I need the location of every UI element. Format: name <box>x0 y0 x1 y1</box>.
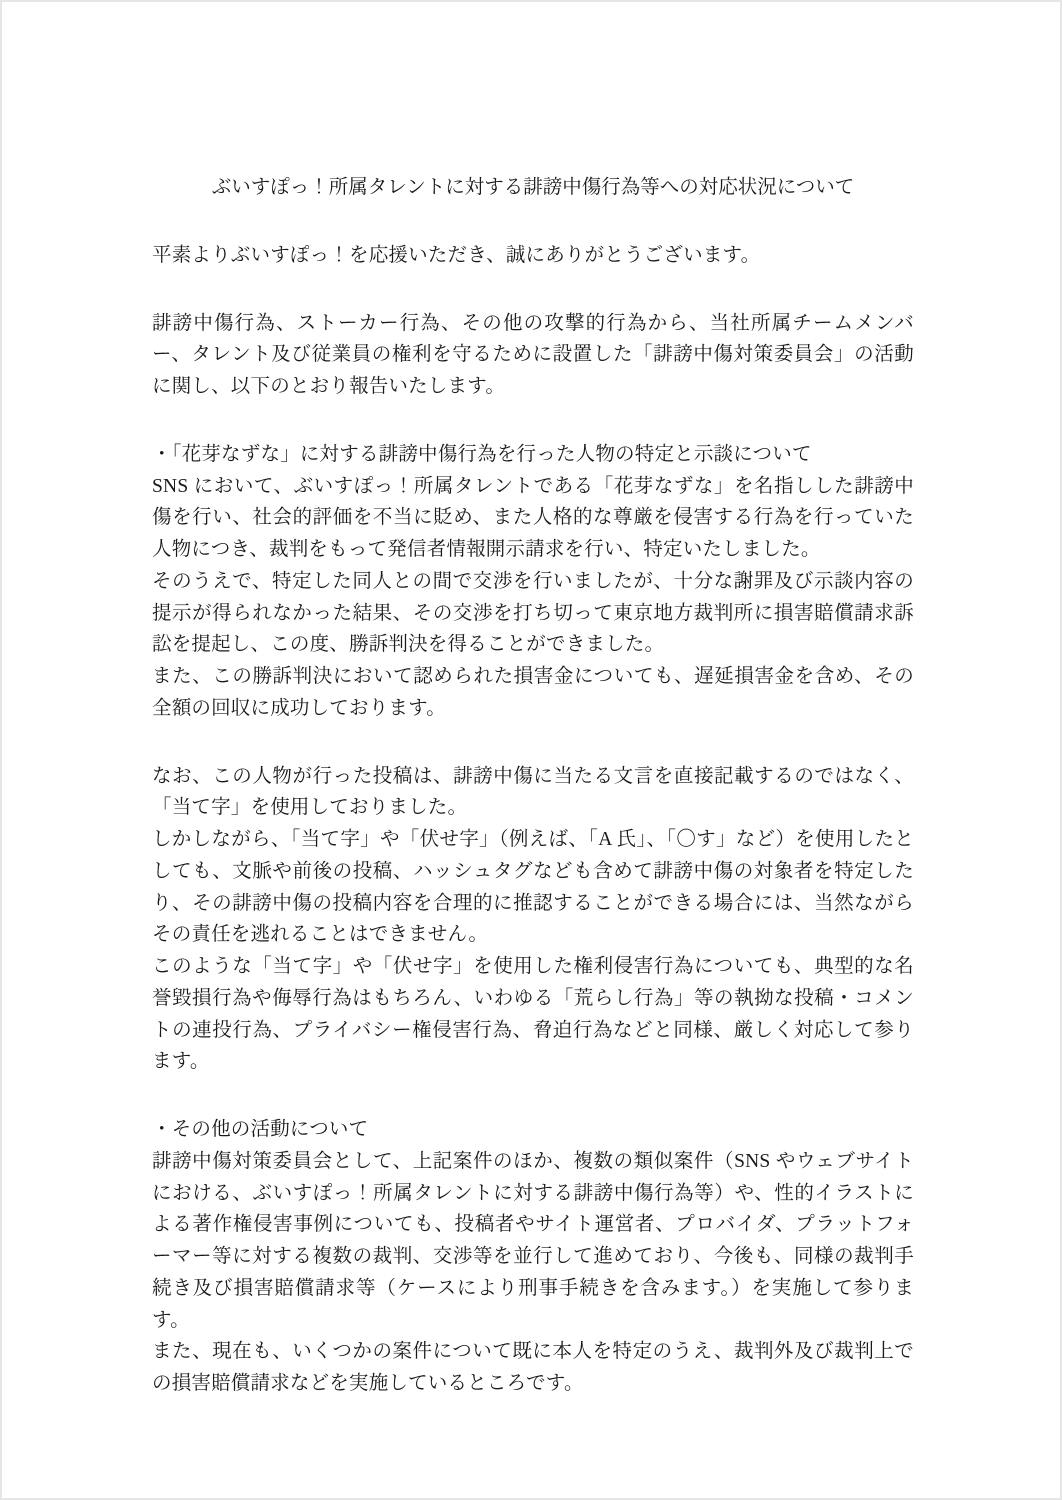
paragraph: このような「当て字」や「伏せ字」を使用した権利侵害行為についても、典型的な名誉毀損行為や侮辱行為はもちろん、いわゆる「荒らし行為」等の執拗な投稿・コメントの連投行為、プライバシー権侵害行為、脅迫行為などと同様、厳しく対応して参ります。 <box>152 956 914 1073</box>
document-section <box>152 1114 914 1400</box>
paragraph: なお、この人物が行った投稿は、誹謗中傷に当たる文言を直接記載するのではなく、「当て字」を使用しておりました。 <box>152 765 914 819</box>
document-title: ぶいすぽっ！所属タレントに対する誹謗中傷行為等への対応状況について <box>211 177 855 198</box>
document-section <box>152 761 914 1079</box>
section-heading: ・その他の活動について <box>152 1119 369 1140</box>
section-heading: ・「花芽なずな」に対する誹謗中傷行為を行った人物の特定と示談について <box>152 443 812 465</box>
paragraph: また、この勝訴判決において認められた損害金についても、遅延損害金を含め、その全額の回収に成功しております。 <box>152 666 914 719</box>
paragraph: 誹謗中傷行為、ストーカー行為、その他の攻撃的行為から、当社所属チームメンバー、タレント及び従業員の権利を守るために設置した「誹謗中傷対策委員会」の活動に関し、以下のとおり報告いたします。 <box>152 312 914 397</box>
paragraph: また、現在も、いくつかの案件について既に本人を特定のうえ、裁判外及び裁判上での損害賠償請求などを実施しているところです。 <box>152 1341 914 1394</box>
paragraph: 誹謗中傷対策委員会として、上記案件のほか、複数の類似案件（SNS やウェブサイトにおける、ぶいすぽっ！所属タレントに対する誹謗中傷行為等）や、性的イラストによる著作権侵害事例についても、投稿者やサイト運営者、プロバイダ、プラットフォーマー等に対する複数の裁判、交渉等を並行して進めており、今後も、同様の裁判手続き及び損害賠償請求等（ケースにより刑事手続きを含みます。）を実施して参ります。 <box>152 1150 914 1331</box>
paragraph: 平素よりぶいすぽっ！を応援いただき、誠にありがとうございます。 <box>152 244 761 266</box>
document-sections <box>152 240 914 1400</box>
paragraph: そのうえで、特定した同人との間で交渉を行いましたが、十分な謝罪及び示談内容の提示が得られなかった結果、その交渉を打ち切って東京地方裁判所に損害賠償請求訴訟を提起し、この度、勝訴判決を得ることができました。 <box>152 570 914 656</box>
document-section <box>152 308 914 403</box>
paragraph: しかしながら、「当て字」や「伏せ字」（例えば、「A 氏」、「〇す」など）を使用したとしても、文脈や前後の投稿、ハッシュタグなども含めて誹謗中傷の対象者を特定したり、その誹謗中傷の投稿内容を合理的に推認することができる場合には、当然ながらその責任を逃れることはできません。 <box>152 829 914 946</box>
document-section <box>152 240 914 272</box>
document-body <box>152 172 914 1400</box>
paragraph: SNS において、ぶいすぽっ！所属タレントである「花芽なずな」を名指しした誹謗中傷を行い、社会的評価を不当に貶め、また人格的な尊厳を侵害する行為を行っていた人物につき、裁判をもって発信者情報開示請求を行い、特定いたしました。 <box>152 475 914 560</box>
document-section <box>152 439 914 725</box>
